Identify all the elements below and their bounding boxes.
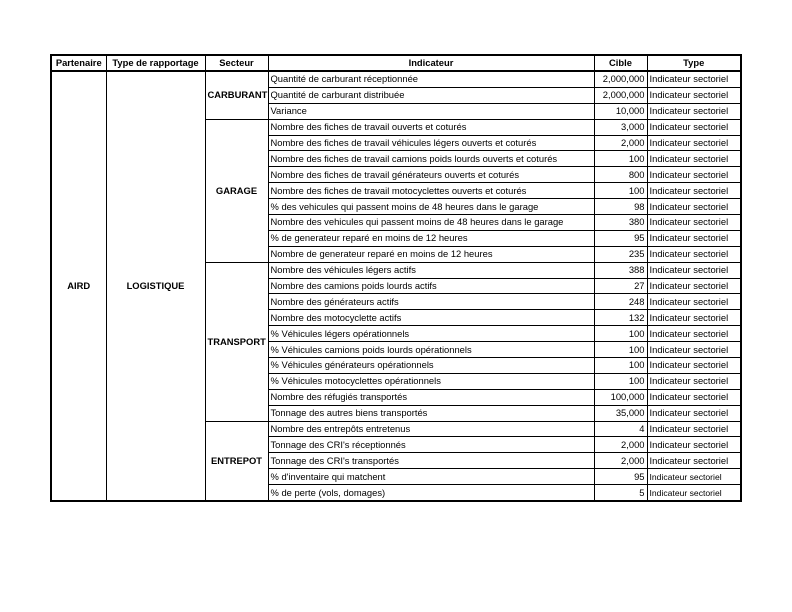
type-cell: Indicateur sectoriel: [647, 151, 741, 167]
type-cell: Indicateur sectoriel: [647, 103, 741, 119]
cible-cell: 98: [594, 199, 647, 215]
type-cell: Indicateur sectoriel: [647, 135, 741, 151]
cible-cell: 388: [594, 262, 647, 278]
cible-cell: 380: [594, 215, 647, 231]
type-cell: Indicateur sectoriel: [647, 71, 741, 87]
indicateur-cell: % des vehicules qui passent moins de 48 heures dans le garage: [268, 199, 594, 215]
type-cell: Indicateur sectoriel: [647, 405, 741, 421]
cible-cell: 100: [594, 373, 647, 389]
cible-cell: 100: [594, 358, 647, 374]
header-type: Type: [647, 55, 741, 71]
cible-cell: 2,000: [594, 437, 647, 453]
type-cell: Indicateur sectoriel: [647, 389, 741, 405]
secteur-cell: ENTREPOT: [205, 421, 268, 501]
indicateur-cell: Nombre des fiches de travail camions poids lourds ouverts et coturés: [268, 151, 594, 167]
type-cell: Indicateur sectoriel: [647, 373, 741, 389]
type-cell: Indicateur sectoriel: [647, 358, 741, 374]
partenaire-cell: AIRD: [51, 71, 106, 501]
secteur-cell: TRANSPORT: [205, 262, 268, 421]
type-cell: Indicateur sectoriel: [647, 342, 741, 358]
cible-cell: 100: [594, 326, 647, 342]
indicateur-cell: Quantité de carburant réceptionnée: [268, 71, 594, 87]
indicateur-cell: Nombre des fiches de travail véhicules légers ouverts et coturés: [268, 135, 594, 151]
cible-cell: 2,000: [594, 135, 647, 151]
indicateur-cell: Nombre des fiches de travail motocyclettes ouverts et coturés: [268, 183, 594, 199]
indicator-table: [50, 54, 742, 502]
header-type-rapportage: Type de rapportage: [106, 55, 205, 71]
indicateur-cell: Nombre des camions poids lourds actifs: [268, 278, 594, 294]
type-cell: Indicateur sectoriel: [647, 199, 741, 215]
indicateur-cell: % Véhicules générateurs opérationnels: [268, 358, 594, 374]
cible-cell: 100: [594, 342, 647, 358]
indicateur-cell: % de generateur reparé en moins de 12 heures: [268, 230, 594, 246]
type-cell: Indicateur sectoriel: [647, 453, 741, 469]
cible-cell: 2,000,000: [594, 87, 647, 103]
cible-cell: 100: [594, 151, 647, 167]
header-indicateur: Indicateur: [268, 55, 594, 71]
indicateur-cell: Nombre des véhicules légers actifs: [268, 262, 594, 278]
indicateur-cell: Nombre des générateurs actifs: [268, 294, 594, 310]
cible-cell: 248: [594, 294, 647, 310]
header-row: [51, 55, 741, 71]
cible-cell: 95: [594, 469, 647, 485]
indicateur-cell: Tonnage des CRI's réceptionnés: [268, 437, 594, 453]
secteur-cell: CARBURANT: [205, 71, 268, 119]
table-body: [51, 71, 741, 501]
cible-cell: 5: [594, 485, 647, 501]
indicateur-cell: Nombre des fiches de travail générateurs ouverts et coturés: [268, 167, 594, 183]
type-cell: Indicateur sectoriel: [647, 421, 741, 437]
header-cible: Cible: [594, 55, 647, 71]
type-cell: Indicateur sectoriel: [647, 278, 741, 294]
type-cell: Indicateur sectoriel: [647, 215, 741, 231]
indicateur-cell: Tonnage des autres biens transportés: [268, 405, 594, 421]
indicateur-cell: Tonnage des CRI's transportés: [268, 453, 594, 469]
type-cell: Indicateur sectoriel: [647, 119, 741, 135]
indicateur-cell: Nombre des vehicules qui passent moins de 48 heures dans le garage: [268, 215, 594, 231]
indicateur-cell: Nombre des fiches de travail ouverts et coturés: [268, 119, 594, 135]
type-rapportage-cell: LOGISTIQUE: [106, 71, 205, 501]
cible-cell: 800: [594, 167, 647, 183]
cible-cell: 10,000: [594, 103, 647, 119]
type-cell: Indicateur sectoriel: [647, 230, 741, 246]
type-cell: Indicateur sectoriel: [647, 183, 741, 199]
indicateur-cell: Variance: [268, 103, 594, 119]
cible-cell: 100: [594, 183, 647, 199]
cible-cell: 27: [594, 278, 647, 294]
cible-cell: 4: [594, 421, 647, 437]
cible-cell: 95: [594, 230, 647, 246]
type-cell: Indicateur sectoriel: [647, 167, 741, 183]
indicateur-cell: Nombre des motocyclette actifs: [268, 310, 594, 326]
type-cell: Indicateur sectoriel: [647, 437, 741, 453]
indicateur-cell: Quantité de carburant distribuée: [268, 87, 594, 103]
table-row: [51, 71, 741, 87]
cible-cell: 35,000: [594, 405, 647, 421]
type-cell: Indicateur sectoriel: [647, 294, 741, 310]
type-cell: Indicateur sectoriel: [647, 469, 741, 485]
cible-cell: 132: [594, 310, 647, 326]
cible-cell: 3,000: [594, 119, 647, 135]
indicateur-cell: Nombre des entrepôts entretenus: [268, 421, 594, 437]
cible-cell: 2,000,000: [594, 71, 647, 87]
type-cell: Indicateur sectoriel: [647, 246, 741, 262]
type-cell: Indicateur sectoriel: [647, 326, 741, 342]
type-cell: Indicateur sectoriel: [647, 485, 741, 501]
indicateur-cell: % Véhicules légers opérationnels: [268, 326, 594, 342]
type-cell: Indicateur sectoriel: [647, 87, 741, 103]
header-partenaire: Partenaire: [51, 55, 106, 71]
indicateur-cell: % Véhicules motocyclettes opérationnels: [268, 373, 594, 389]
cible-cell: 2,000: [594, 453, 647, 469]
indicateur-cell: % d'inventaire qui matchent: [268, 469, 594, 485]
type-cell: Indicateur sectoriel: [647, 262, 741, 278]
header-secteur: Secteur: [205, 55, 268, 71]
secteur-cell: GARAGE: [205, 119, 268, 262]
indicateur-cell: % Véhicules camions poids lourds opérationnels: [268, 342, 594, 358]
indicateur-cell: % de perte (vols, domages): [268, 485, 594, 501]
cible-cell: 235: [594, 246, 647, 262]
indicateur-cell: Nombre de generateur reparé en moins de 12 heures: [268, 246, 594, 262]
indicateur-cell: Nombre des réfugiés transportés: [268, 389, 594, 405]
cible-cell: 100,000: [594, 389, 647, 405]
type-cell: Indicateur sectoriel: [647, 310, 741, 326]
